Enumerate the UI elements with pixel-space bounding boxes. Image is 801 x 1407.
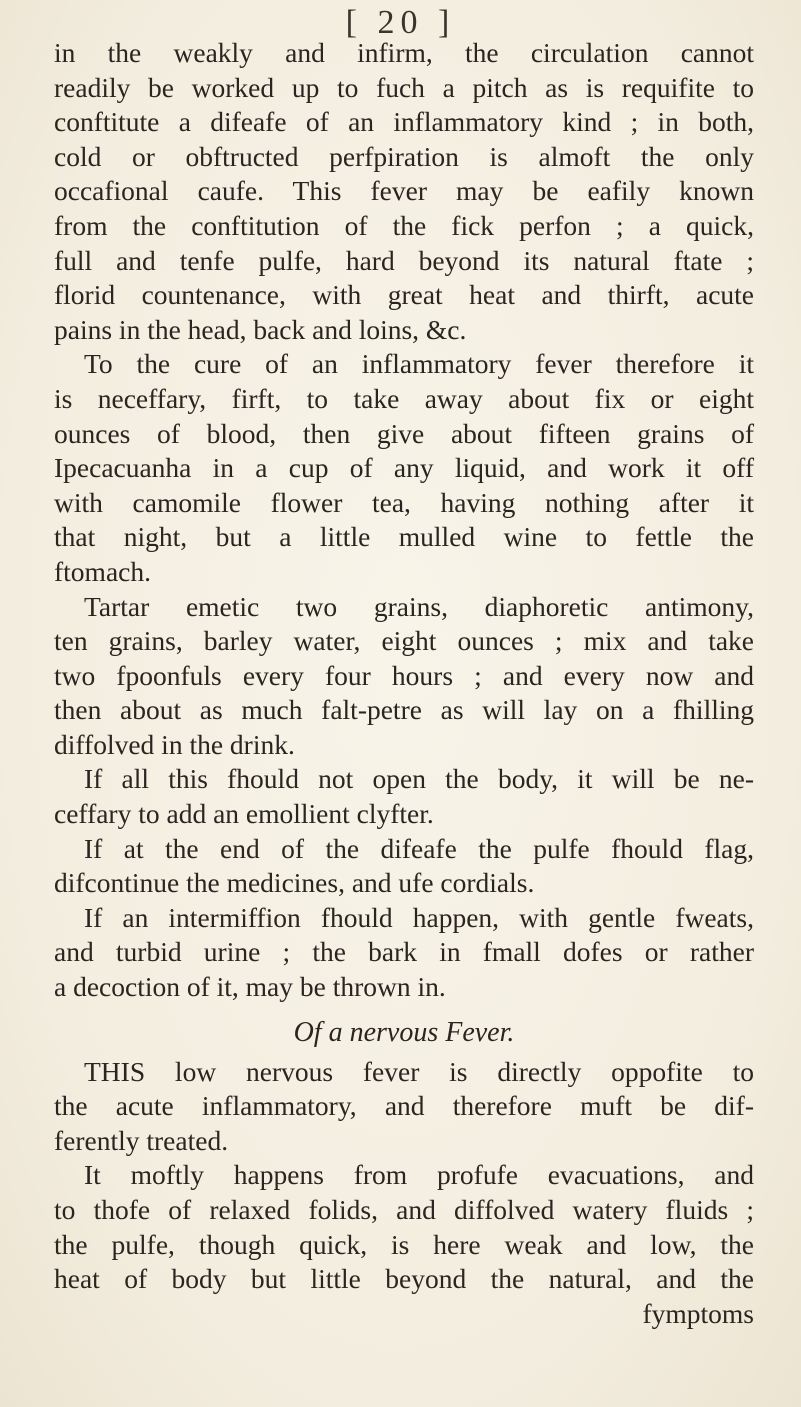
text-line: conftitute a difeafe of an inflammatory kind ; in both, xyxy=(54,106,754,138)
catchword: fymptoms xyxy=(642,1297,754,1329)
text-line: difcontinue the medicines, and ufe cordials. xyxy=(54,867,535,899)
text-line: diffolved in the drink. xyxy=(54,728,295,760)
section-heading: Of a nervous Fever. xyxy=(293,1016,515,1048)
text-line: Ipecacuanha in a cup of any liquid, and work it off xyxy=(54,452,754,484)
text-line: from the conftitution of the fick perfon ; a quick, xyxy=(54,209,754,241)
text-line: a decoction of it, may be thrown in. xyxy=(54,971,446,1003)
text-line: and turbid urine ; the bark in fmall dofes or rather xyxy=(54,936,754,968)
paragraph-start: If an intermiffion fhould happen, with gentle fweats, xyxy=(84,901,754,933)
text-line: full and tenfe pulfe, hard beyond its natural ftate ; xyxy=(54,244,754,276)
paragraph-start: THIS low nervous fever is directly oppofite to xyxy=(84,1055,754,1087)
paragraph-start: It moftly happens from profufe evacuations, and xyxy=(84,1159,754,1191)
text-line: occafional caufe. This fever may be eafily known xyxy=(54,175,754,207)
text-line: ftomach. xyxy=(54,555,151,587)
text-line: with camomile flower tea, having nothing after it xyxy=(54,486,754,518)
text-line: cold or obftructed perfpiration is almoft the only xyxy=(54,140,754,172)
text-line: to thofe of relaxed folids, and diffolved watery fluids ; xyxy=(54,1194,754,1225)
body-text xyxy=(54,36,754,1331)
text-line: the acute inflammatory, and therefore muft be dif- xyxy=(54,1090,754,1122)
paragraph-start: Tartar emetic two grains, diaphoretic antimony, xyxy=(84,590,754,622)
text-line: pains in the head, back and loins, &c. xyxy=(54,313,467,345)
text-line: two fpoonfuls every four hours ; and every now and xyxy=(54,659,754,691)
text-line: ferently treated. xyxy=(54,1124,229,1156)
text-line: then about as much falt-petre as will lay on a fhilling xyxy=(54,694,754,726)
paragraph-start: If all this fhould not open the body, it will be ne- xyxy=(84,763,754,795)
text-line: florid countenance, with great heat and thirft, acute xyxy=(54,279,754,311)
page-number-header: [ 20 ] xyxy=(345,4,456,41)
text-line: ten grains, barley water, eight ounces ; mix and take xyxy=(54,625,754,657)
text-line: the pulfe, though quick, is here weak and low, the xyxy=(54,1228,754,1260)
text-line: heat of body but little beyond the natural, and the xyxy=(54,1263,754,1295)
text-line: ceffary to add an emollient clyfter. xyxy=(54,798,434,830)
text-line: that night, but a little mulled wine to fettle the xyxy=(54,521,754,553)
text-line: ounces of blood, then give about fifteen grains of xyxy=(54,417,754,449)
text-line: readily be worked up to fuch a pitch as is requifite to xyxy=(54,71,754,103)
text-line: is neceffary, firft, to take away about fix or eight xyxy=(54,382,754,414)
text-line: in the weakly and infirm, the circulation cannot xyxy=(54,37,754,68)
paragraph-start: To the cure of an inflammatory fever therefore it xyxy=(84,348,754,380)
paragraph-start: If at the end of the difeafe the pulfe fhould flag, xyxy=(84,832,754,864)
